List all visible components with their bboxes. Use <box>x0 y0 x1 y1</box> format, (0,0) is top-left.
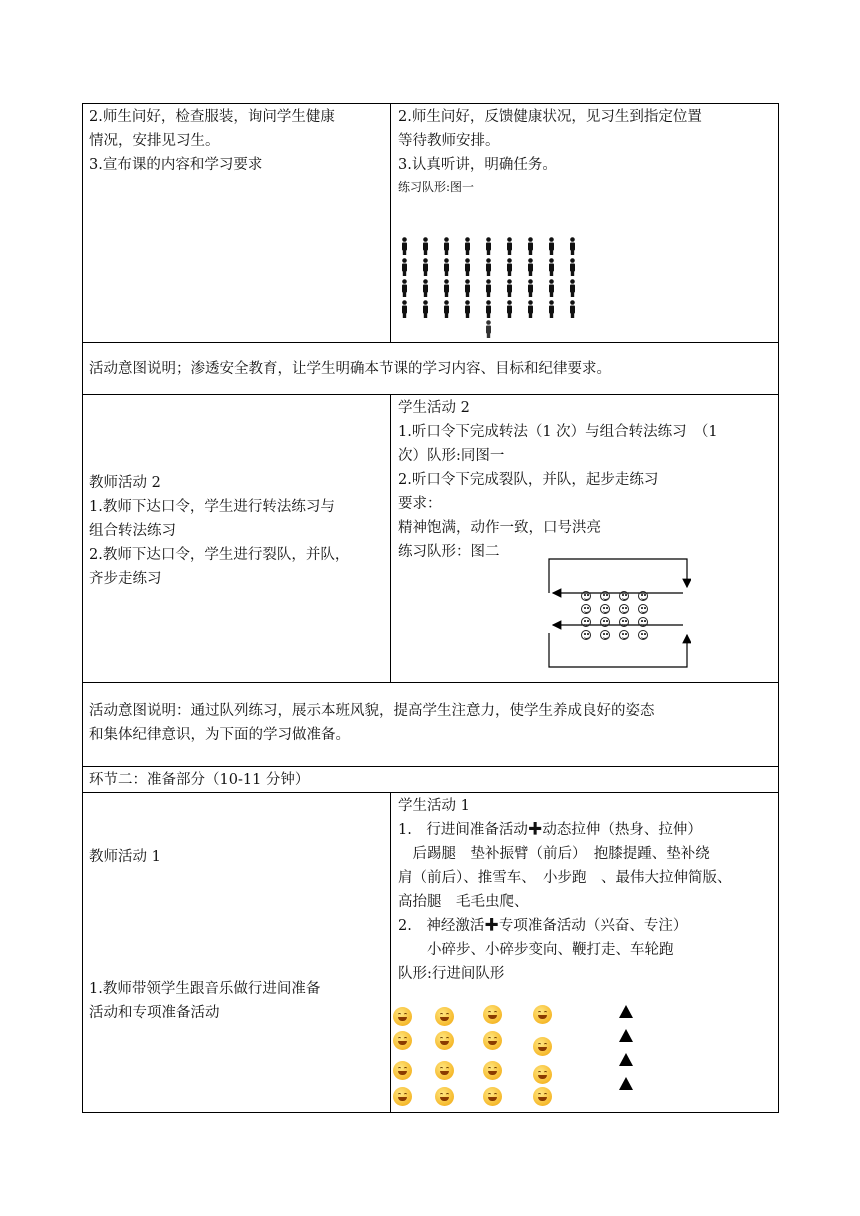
student-figure-icon <box>444 279 449 297</box>
student-figure-icon <box>423 279 428 297</box>
smiling-face-icon <box>435 1007 454 1026</box>
smiley-student-icon <box>600 617 610 627</box>
student-figure-icon <box>465 300 470 318</box>
smiling-face-icon <box>483 1087 502 1106</box>
smiley-student-icon <box>638 617 648 627</box>
lesson-plan-table <box>82 103 779 1113</box>
student-figure-icon <box>423 258 428 276</box>
student-figure-icon <box>402 279 407 297</box>
smiley-student-icon <box>600 591 610 601</box>
student-figure-icon <box>570 300 575 318</box>
smiling-face-icon <box>435 1031 454 1050</box>
student-figure-icon <box>465 237 470 255</box>
student-cell <box>391 793 778 1112</box>
text-line: 等待教师安排。 <box>398 133 500 149</box>
text-line: 后踢腿 垫补振臂（前后） 抱膝提踵、垫补绕 <box>398 846 710 862</box>
smiling-face-icon <box>393 1087 412 1106</box>
intent-text: 活动意图说明：通过队列练习，展示本班风貌，提高学生注意力，使学生养成良好的姿态 <box>89 703 655 719</box>
student-figure-icon <box>465 279 470 297</box>
student-figure-icon <box>528 258 533 276</box>
smiley-student-icon <box>581 617 591 627</box>
smiley-student-icon <box>619 617 629 627</box>
text-line: 1.听口令下完成转法（1 次）与组合转法练习 （1 <box>398 424 718 440</box>
student-figure-icon <box>423 237 428 255</box>
text-line: 小碎步、小碎步变向、鞭打走、车轮跑 <box>398 942 674 958</box>
smiling-face-icon <box>483 1031 502 1050</box>
intent-text: 和集体纪律意识，为下面的学习做准备。 <box>89 727 350 743</box>
smiley-student-icon <box>600 630 610 640</box>
student-formation-grid <box>391 232 591 342</box>
text-line: 队形:行进间队形 <box>398 966 505 982</box>
smiley-student-icon <box>638 630 648 640</box>
text-line: 3.宣布课的内容和学习要求 <box>89 157 263 173</box>
smiling-face-icon <box>533 1005 552 1024</box>
text-line: 1.教师带领学生跟音乐做行进间准备 <box>89 981 321 997</box>
teacher-cell <box>83 395 391 682</box>
student-figure-icon <box>549 300 554 318</box>
text-line: 教师活动 2 <box>89 475 161 491</box>
smiling-face-icon <box>393 1007 412 1026</box>
smiley-student-icon <box>581 591 591 601</box>
teacher-cell <box>83 104 391 342</box>
text-line: 次）队形:同图一 <box>398 448 505 464</box>
formation-figure-1 <box>391 232 591 342</box>
triangle-marker-icon <box>619 1005 633 1018</box>
text-line: 组合转法练习 <box>89 523 176 539</box>
smiley-student-icon <box>581 604 591 614</box>
smiley-grid <box>581 583 661 643</box>
table-row <box>82 767 779 793</box>
teacher-cell <box>83 793 391 1112</box>
table-row <box>82 343 779 395</box>
student-figure-icon <box>507 237 512 255</box>
text-line: 齐步走练习 <box>89 571 162 587</box>
smiley-student-icon <box>600 604 610 614</box>
student-figure-icon <box>402 300 407 318</box>
smiling-face-icon <box>483 1005 502 1024</box>
text-line: 2. 神经激活✚专项准备活动（兴奋、专注） <box>398 918 688 934</box>
smiley-student-icon <box>619 630 629 640</box>
text-line: 教师活动 1 <box>89 849 161 865</box>
smiley-student-icon <box>619 591 629 601</box>
formation-caption: 练习队形:图一 <box>398 180 475 194</box>
student-figure-icon <box>402 237 407 255</box>
student-figure-icon <box>444 237 449 255</box>
text-line: 2.师生问好，检查服装，询问学生健康 <box>89 109 335 125</box>
smiling-face-icon <box>393 1031 412 1050</box>
student-figure-icon <box>423 300 428 318</box>
student-figure-icon <box>444 258 449 276</box>
intent-cell <box>83 343 778 394</box>
student-figure-icon <box>549 237 554 255</box>
triangle-marker-icon <box>619 1053 633 1066</box>
table-row <box>82 395 779 683</box>
smiling-face-icon <box>483 1061 502 1080</box>
text-line: 2.师生问好，反馈健康状况，见习生到指定位置 <box>398 109 702 125</box>
student-figure-icon <box>570 279 575 297</box>
text-line: 学生活动 1 <box>398 798 470 814</box>
student-figure-icon <box>486 300 491 318</box>
student-figure-icon <box>486 237 491 255</box>
table-row <box>82 683 779 767</box>
marching-formation-figure <box>391 1003 651 1111</box>
smiley-student-icon <box>619 604 629 614</box>
text-line: 2.教师下达口令，学生进行裂队，并队， <box>89 547 350 563</box>
teacher-figure-icon <box>486 320 491 338</box>
text-line: 精神饱满，动作一致，口号洪亮 <box>398 520 601 536</box>
smiley-student-icon <box>638 604 648 614</box>
text-line: 练习队形：图二 <box>398 544 500 560</box>
text-line: 肩（前后）、推雪车、 小步跑 、最伟大拉伸简版、 <box>398 870 732 886</box>
text-line: 高抬腿 毛毛虫爬、 <box>398 894 529 910</box>
student-figure-icon <box>444 300 449 318</box>
student-figure-icon <box>528 279 533 297</box>
student-figure-icon <box>486 279 491 297</box>
formation-figure-2 <box>541 553 691 673</box>
smiling-face-icon <box>435 1087 454 1106</box>
smiling-face-icon <box>533 1037 552 1056</box>
triangle-marker-icon <box>619 1077 633 1090</box>
smiling-face-icon <box>435 1061 454 1080</box>
text-line: 1. 行进间准备活动✚动态拉伸（热身、拉伸） <box>398 822 702 838</box>
student-figure-icon <box>549 279 554 297</box>
text-line: 要求： <box>398 496 442 512</box>
text-line: 1.教师下达口令，学生进行转法练习与 <box>89 499 335 515</box>
smiling-face-icon <box>533 1065 552 1084</box>
smiling-face-icon <box>533 1087 552 1106</box>
text-line: 活动和专项准备活动 <box>89 1005 220 1021</box>
student-cell <box>391 104 778 342</box>
text-line: 情况，安排见习生。 <box>89 133 220 149</box>
intent-cell <box>83 683 778 766</box>
section-heading-cell <box>83 767 778 792</box>
student-figure-icon <box>465 258 470 276</box>
text-line: 学生活动 2 <box>398 400 470 416</box>
table-row <box>82 793 779 1113</box>
student-figure-icon <box>507 300 512 318</box>
intent-text: 活动意图说明；渗透安全教育，让学生明确本节课的学习内容、目标和纪律要求。 <box>89 361 611 377</box>
student-figure-icon <box>507 258 512 276</box>
student-figure-icon <box>528 300 533 318</box>
student-figure-icon <box>570 258 575 276</box>
smiling-face-icon <box>393 1061 412 1080</box>
student-figure-icon <box>486 258 491 276</box>
section-heading: 环节二：准备部分（10-11 分钟） <box>89 772 310 788</box>
student-figure-icon <box>507 279 512 297</box>
student-figure-icon <box>402 258 407 276</box>
smiley-student-icon <box>581 630 591 640</box>
student-figure-icon <box>570 237 575 255</box>
student-figure-icon <box>549 258 554 276</box>
text-line: 3.认真听讲，明确任务。 <box>398 157 557 173</box>
triangle-marker-icon <box>619 1029 633 1042</box>
student-figure-icon <box>528 237 533 255</box>
smiley-student-icon <box>638 591 648 601</box>
student-cell <box>391 395 778 682</box>
table-row <box>82 103 779 343</box>
text-line: 2.听口令下完成裂队，并队，起步走练习 <box>398 472 659 488</box>
